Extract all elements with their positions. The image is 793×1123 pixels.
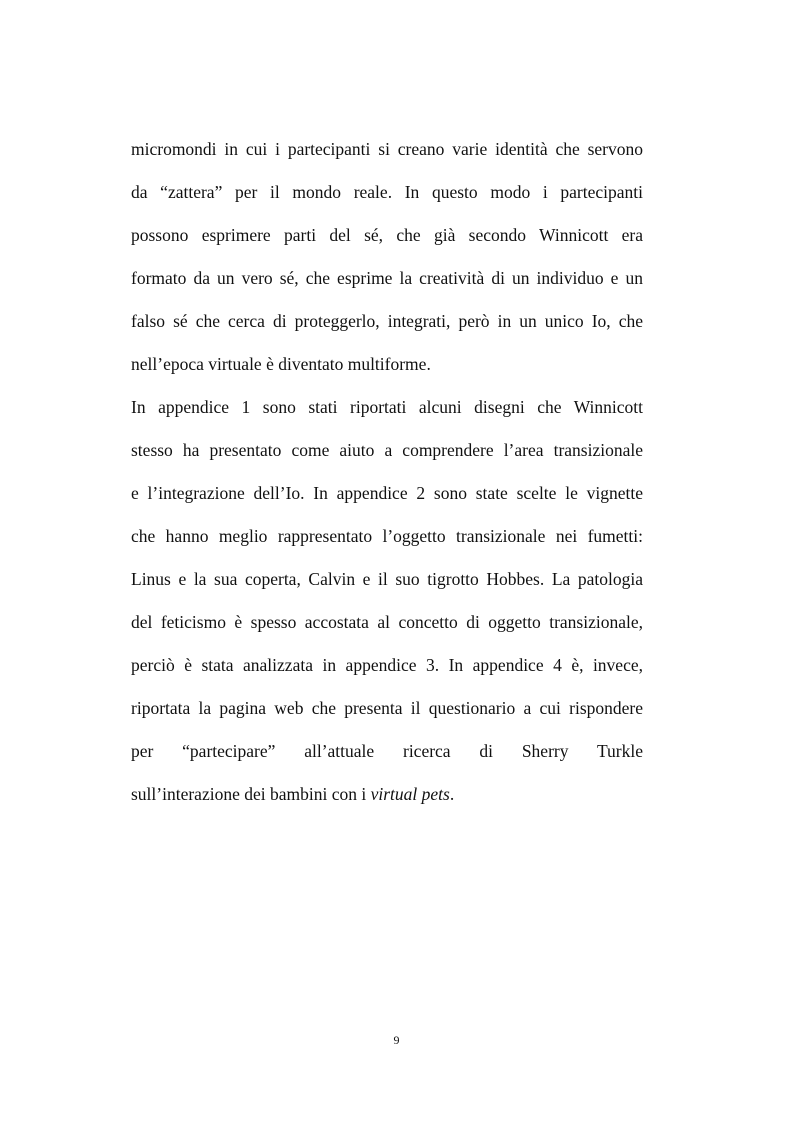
text-line: che hanno meglio rappresentato l’oggetto transizionale nei fumetti: (131, 526, 643, 546)
text-line: stesso ha presentato come aiuto a comprendere l’area transizionale (131, 440, 643, 460)
text-line: del feticismo è spesso accostata al concetto di oggetto transizionale, (131, 612, 643, 632)
last-text-line (131, 773, 643, 816)
text-line: e l’integrazione dell’Io. In appendice 2 sono state scelte le vignette (131, 483, 643, 503)
text-line: Linus e la sua coperta, Calvin e il suo tigrotto Hobbes. La patologia (131, 569, 643, 589)
text-line: formato da un vero sé, che esprime la creatività di un individuo e un (131, 268, 643, 288)
italic-term: virtual pets (370, 784, 450, 804)
text-line: micromondi in cui i partecipanti si creano varie identità che servono (131, 139, 643, 159)
text-line: In appendice 1 sono stati riportati alcuni disegni che Winnicott (131, 397, 643, 417)
body-text (131, 128, 643, 816)
text-line: perciò è stata analizzata in appendice 3. In appendice 4 è, invece, (131, 655, 643, 675)
text-line: per “partecipare” all’attuale ricerca di Sherry Turkle (131, 741, 643, 761)
text-line: da “zattera” per il mondo reale. In questo modo i partecipanti (131, 182, 643, 202)
text-line: riportata la pagina web che presenta il questionario a cui rispondere (131, 698, 643, 718)
text-line: nell’epoca virtuale è diventato multiforme. (131, 354, 431, 374)
page-number: 9 (393, 1033, 400, 1047)
last-line-start: sull’interazione dei bambini con i (131, 784, 371, 804)
last-line-end: . (449, 784, 455, 804)
text-line: possono esprimere parti del sé, che già secondo Winnicott era (131, 225, 643, 245)
text-line: falso sé che cerca di proteggerlo, integrati, però in un unico Io, che (131, 311, 643, 331)
